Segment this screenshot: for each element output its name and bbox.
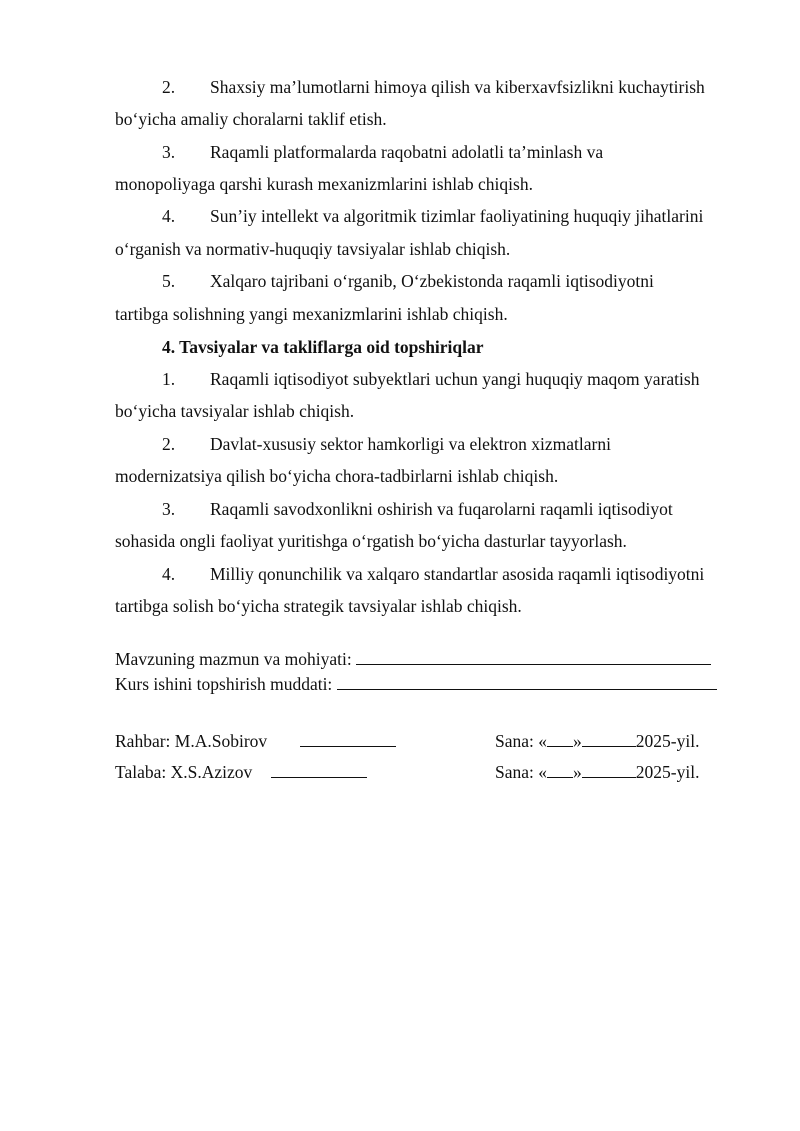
supervisor-signature bbox=[115, 730, 396, 751]
item-text: Davlat-xususiy sektor hamkorligi va elektron xizmatlarni bbox=[210, 434, 611, 454]
student-signature bbox=[115, 761, 367, 782]
item-number: 1. bbox=[162, 369, 176, 389]
supervisor-signature-line[interactable] bbox=[300, 730, 396, 747]
month-blank[interactable] bbox=[582, 761, 636, 778]
item-text-continued: tartibga solishning yangi mexanizmlarini ishlab chiqish. bbox=[115, 304, 508, 324]
item-text: Shaxsiy ma’lumotlarni himoya qilish va kiberxavfsizlikni kuchaytirish bbox=[210, 77, 705, 97]
date-mid: » bbox=[573, 731, 582, 751]
date-prefix: Sana: « bbox=[495, 731, 548, 751]
item-number: 5. bbox=[162, 271, 176, 291]
date-suffix: 2025-yil. bbox=[635, 762, 700, 782]
item-text-continued: bo‘yicha tavsiyalar ishlab chiqish. bbox=[115, 401, 355, 421]
month-blank[interactable] bbox=[582, 730, 636, 747]
day-blank[interactable] bbox=[547, 761, 573, 778]
item-text: Raqamli platformalarda raqobatni adolatli ta’minlash va bbox=[210, 142, 604, 162]
item-number: 2. bbox=[162, 77, 176, 97]
item-text-continued: monopoliyaga qarshi kurash mexanizmlarini ishlab chiqish. bbox=[115, 174, 533, 194]
supervisor-name: Rahbar: M.A.Sobirov bbox=[115, 731, 268, 751]
student-name: Talaba: X.S.Azizov bbox=[115, 762, 253, 782]
item-number: 3. bbox=[162, 142, 176, 162]
item-text-continued: o‘rganish va normativ-huquqiy tavsiyalar ishlab chiqish. bbox=[115, 239, 511, 259]
item-text: Sun’iy intellekt va algoritmik tizimlar faoliyatining huquqiy jihatlarini bbox=[210, 206, 704, 226]
item-number: 4. bbox=[162, 564, 176, 584]
date-mid: » bbox=[573, 762, 582, 782]
item-text-continued: modernizatsiya qilish bo‘yicha chora-tadbirlarni ishlab chiqish. bbox=[115, 466, 559, 486]
item-text-continued: bo‘yicha amaliy choralarni taklif etish. bbox=[115, 109, 387, 129]
deadline-label: Kurs ishini topshirish muddati: bbox=[115, 674, 333, 694]
deadline-blank[interactable] bbox=[337, 673, 717, 690]
topic-field bbox=[115, 648, 711, 669]
date-prefix: Sana: « bbox=[495, 762, 548, 782]
student-signature-line[interactable] bbox=[271, 761, 367, 778]
topic-label: Mavzuning mazmun va mohiyati: bbox=[115, 649, 352, 669]
date-suffix: 2025-yil. bbox=[635, 731, 700, 751]
student-date bbox=[495, 761, 699, 782]
item-number: 4. bbox=[162, 206, 176, 226]
item-text: Raqamli savodxonlikni oshirish va fuqarolarni raqamli iqtisodiyot bbox=[210, 499, 673, 519]
item-number: 2. bbox=[162, 434, 176, 454]
topic-blank[interactable] bbox=[356, 648, 711, 665]
day-blank[interactable] bbox=[547, 730, 573, 747]
item-text-continued: tartibga solish bo‘yicha strategik tavsiyalar ishlab chiqish. bbox=[115, 596, 522, 616]
item-text: Raqamli iqtisodiyot subyektlari uchun yangi huquqiy maqom yaratish bbox=[210, 369, 700, 389]
item-text-continued: sohasida ongli faoliyat yuritishga o‘rgatish bo‘yicha dasturlar tayyorlash. bbox=[115, 531, 627, 551]
item-number: 3. bbox=[162, 499, 176, 519]
supervisor-date bbox=[495, 730, 699, 751]
deadline-field bbox=[115, 673, 717, 694]
item-text: Xalqaro tajribani o‘rganib, O‘zbekistonda raqamli iqtisodiyotni bbox=[210, 271, 654, 291]
item-text: Milliy qonunchilik va xalqaro standartlar asosida raqamli iqtisodiyotni bbox=[210, 564, 705, 584]
section-heading: 4. Tavsiyalar va takliflarga oid topshiriqlar bbox=[162, 337, 484, 357]
